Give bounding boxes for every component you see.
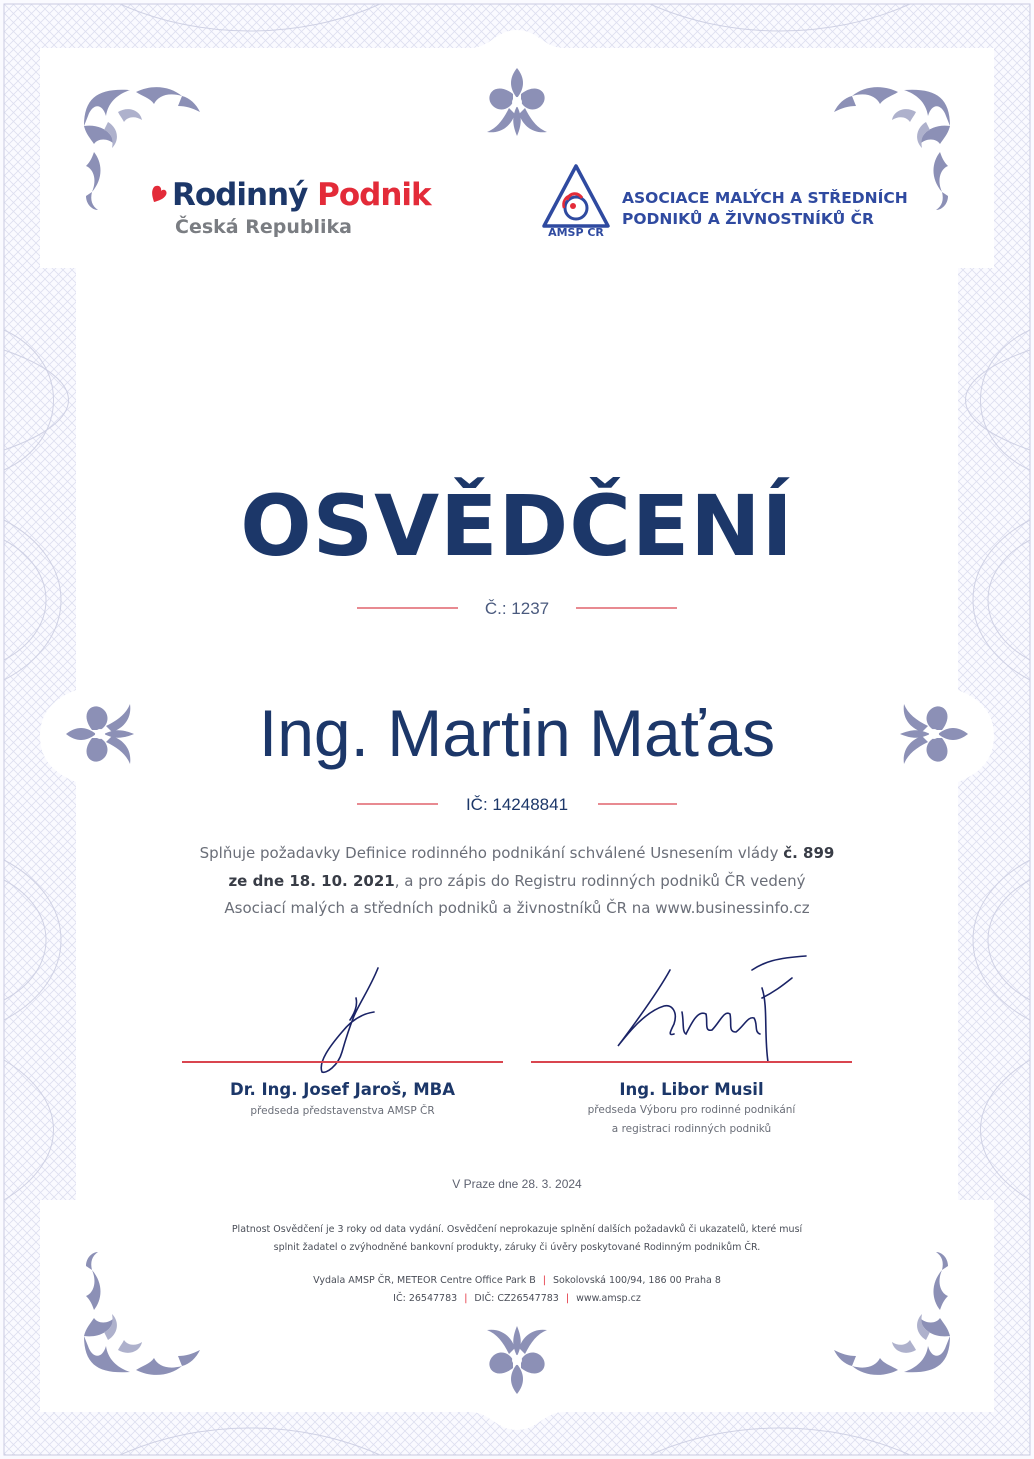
statement-line1-text: Splňuje požadavky Definice rodinného podnikání schválené Usnesením vlády: [199, 844, 784, 862]
footer-ic: IČ: 26547783: [393, 1292, 458, 1304]
heart-icon: [152, 185, 168, 203]
footer-separator: |: [542, 1275, 546, 1286]
footer-issuer: Vydala AMSP ČR, METEOR Centre Office Park B: [313, 1275, 536, 1286]
signature-musil: [612, 952, 812, 1070]
resolution-date: ze dne 18. 10. 2021: [228, 871, 395, 890]
holder-name: Ing. Martin Maťas: [258, 696, 776, 770]
statement-line2-text: , a pro zápis do Registru rodinných podniků ČR vedený: [394, 871, 806, 890]
certificate-title: OSVĚDČENÍ: [240, 477, 794, 575]
footer-web: www.amsp.cz: [576, 1292, 641, 1304]
statement-line2: [120, 868, 914, 896]
signatory-name: Ing. Libor Musil: [619, 1080, 764, 1099]
rodinny-podnik-logo: [150, 176, 450, 246]
logo-word-rodinny: Rodinný: [172, 177, 308, 213]
place-date: V Praze dne 28. 3. 2024: [452, 1177, 582, 1191]
logo-subtitle: Česká Republika: [175, 216, 352, 238]
amsp-name: [622, 188, 908, 230]
signatory-role: [531, 1101, 852, 1139]
amsp-name-line2: PODNIKŮ A ŽIVNOSTNÍKŮ ČR: [622, 210, 874, 228]
issuer-footer: [180, 1272, 854, 1307]
signature-line-left: [182, 1061, 503, 1063]
validity-line: splnit žadatel o zvýhodněné bankovní produkty, záruky či úvěry poskytované Rodinným podnikům ČR.: [273, 1241, 761, 1253]
signatory-role: [182, 1102, 503, 1121]
footer-address: Sokolovská 100/94, 186 00 Praha 8: [552, 1275, 721, 1286]
holder-ico: IČ: 14248841: [465, 795, 569, 814]
footer-line1: [180, 1272, 854, 1290]
footer-line2: [180, 1290, 854, 1308]
statement-text: [120, 840, 914, 923]
resolution-number: č. 899: [783, 844, 835, 862]
footer-separator: |: [565, 1292, 570, 1304]
logo-word-podnik: Podnik: [317, 177, 431, 213]
footer-separator: |: [464, 1292, 468, 1304]
signatory-role-line: a registraci rodinných podniků: [611, 1123, 772, 1135]
amsp-logo: [540, 162, 908, 242]
footer-dic: DIČ: CZ26547783: [474, 1292, 559, 1304]
amsp-name-line1: ASOCIACE MALÝCH A STŘEDNÍCH: [622, 189, 908, 207]
certificate-number: Č.: 1237: [484, 599, 550, 618]
statement-line1: [120, 840, 914, 868]
validity-line: Platnost Osvědčení je 3 roky od data vydání. Osvědčení neprokazuje splnění dalších požadavků či ukazatelů, které musí: [231, 1224, 803, 1235]
signature-line-right: [531, 1061, 852, 1063]
statement-line3: Asociací malých a středních podniků a živnostníků ČR na www.businessinfo.cz: [224, 899, 810, 917]
validity-note: [180, 1221, 854, 1256]
signatory-name: Dr. Ing. Josef Jaroš, MBA: [230, 1080, 455, 1099]
signatory-role-line: předseda Výboru pro rodinné podnikání: [587, 1104, 796, 1116]
signatory-role-line: předseda představenstva AMSP ČR: [250, 1105, 435, 1117]
amsp-badge-text: AMSP ČR: [548, 226, 604, 239]
